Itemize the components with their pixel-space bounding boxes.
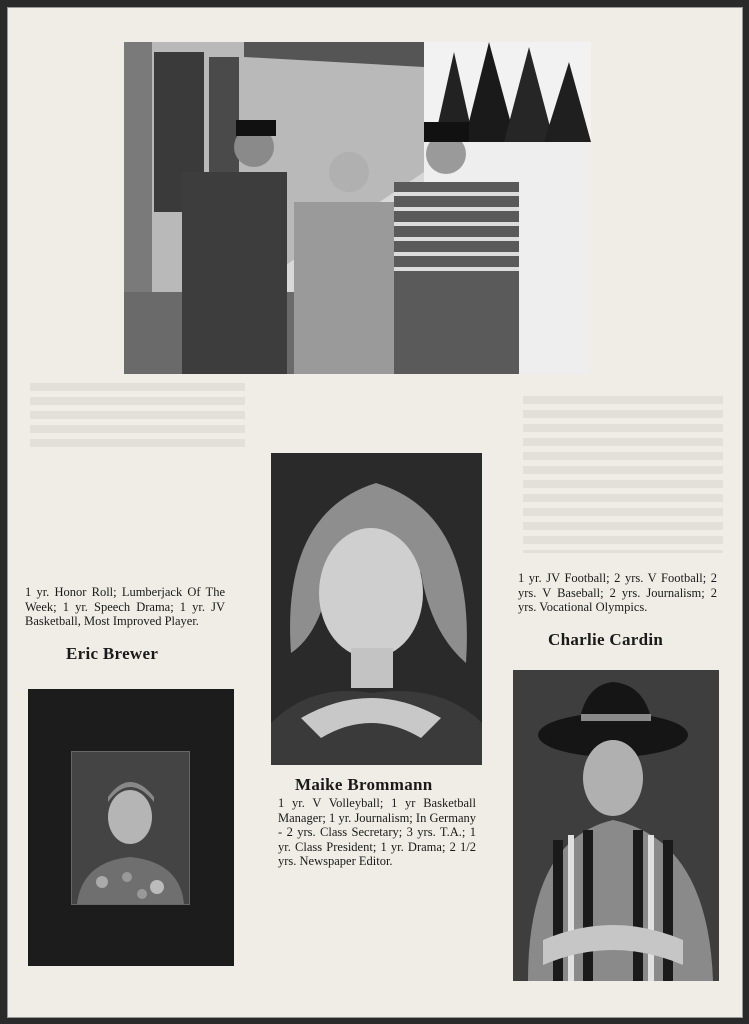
- yearbook-page: [7, 7, 743, 1018]
- eric-portrait: [71, 751, 190, 905]
- group-photo: [124, 42, 591, 374]
- maike-caption: 1 yr. V Volleyball; 1 yr Basketball Manager; 1 yr. Journalism; In Germany - 2 yrs. Class Secretary; 3 yrs. T.A.; 1 yr. Class President; 1 yr. Drama; 2 1/2 yrs. Newspaper Editor.: [278, 796, 476, 868]
- maike-portrait: [271, 453, 482, 765]
- bleed-through-left: [30, 380, 245, 450]
- eric-photo-frame: [28, 689, 234, 966]
- charlie-portrait: [513, 670, 719, 981]
- eric-caption: 1 yr. Honor Roll; Lumberjack Of The Week; 1 yr. Speech Drama; 1 yr. JV Basketball, Most Improved Player.: [25, 585, 225, 628]
- bleed-through-right: [523, 393, 723, 553]
- charlie-caption: 1 yr. JV Football; 2 yrs. V Football; 2 yrs. V Baseball; 2 yrs. Journalism; 2 yrs. Vocational Olympics.: [518, 571, 717, 614]
- charlie-name: Charlie Cardin: [548, 630, 664, 649]
- maike-name: Maike Brommann: [295, 775, 433, 794]
- eric-name: Eric Brewer: [66, 644, 159, 663]
